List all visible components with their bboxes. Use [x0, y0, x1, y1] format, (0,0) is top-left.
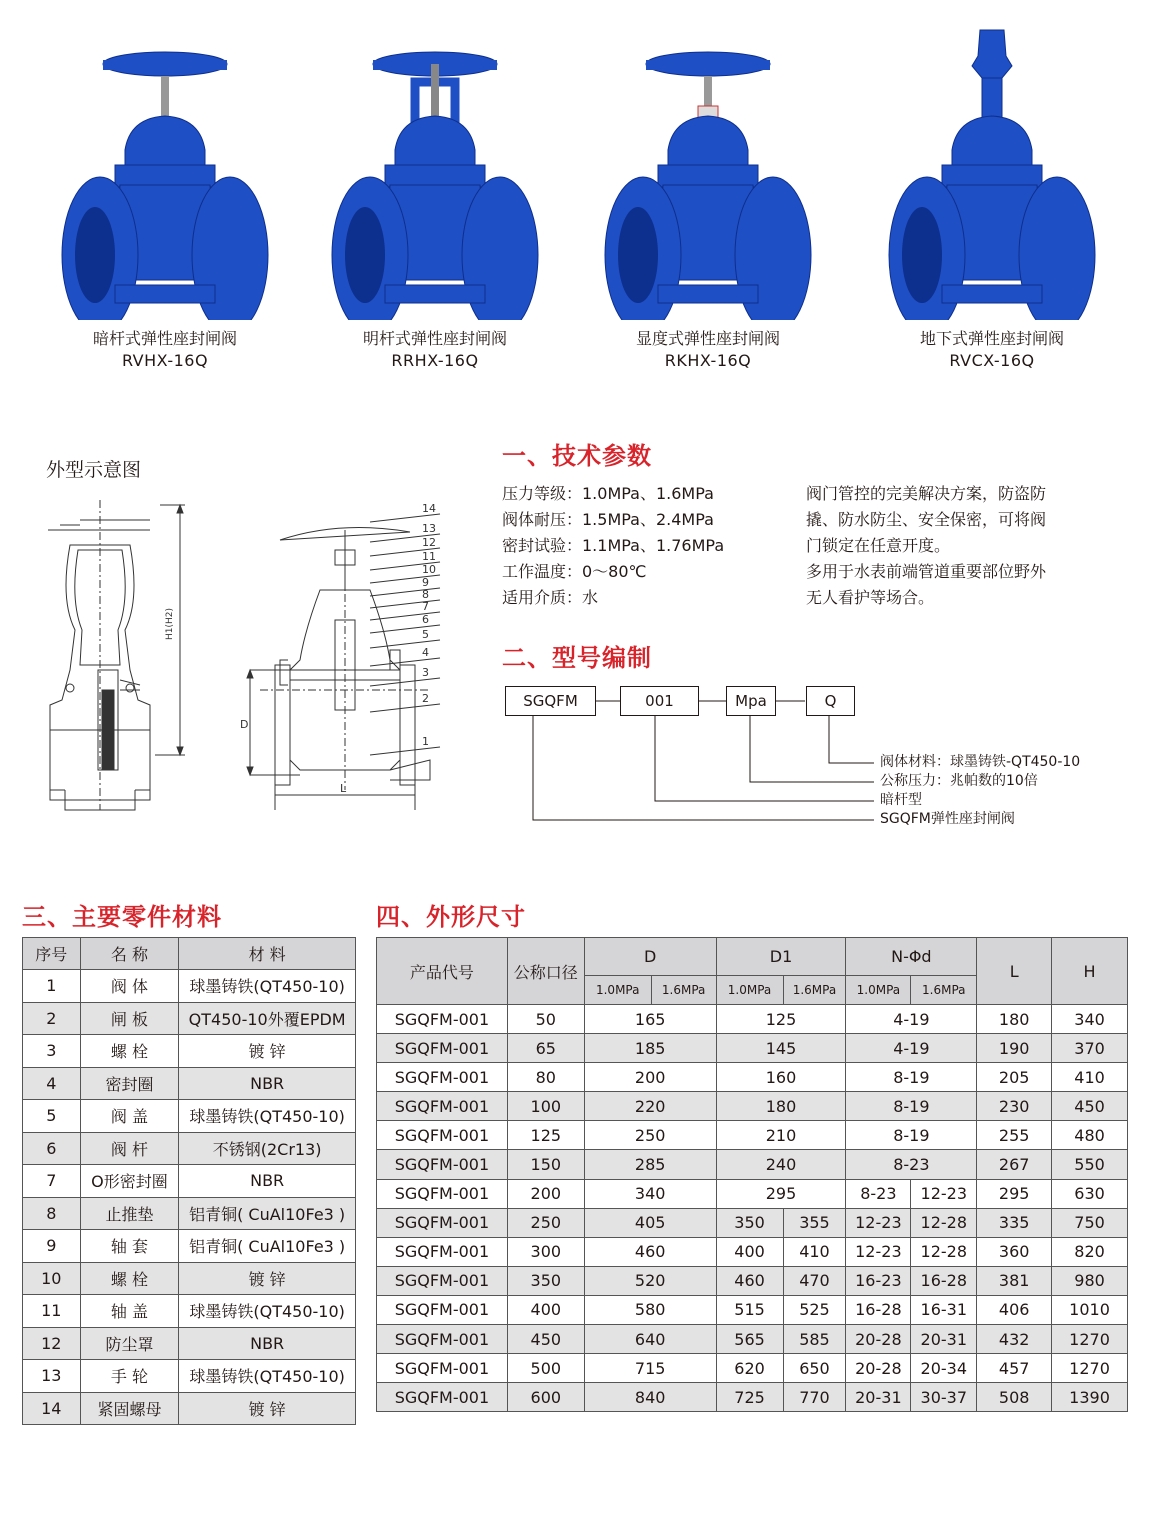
dim-d: 165	[584, 1005, 716, 1034]
dims-header-d1: D1	[716, 938, 846, 976]
part-material: QT450-10外覆EPDM	[179, 1002, 356, 1035]
leader-number: 11	[422, 550, 436, 563]
table-row	[23, 970, 356, 1003]
table-row	[377, 1208, 1128, 1237]
product-card	[55, 20, 275, 372]
dim-n: 16-28	[911, 1266, 977, 1295]
table-row	[23, 1002, 356, 1035]
part-material: 球墨铸铁(QT450-10)	[179, 1100, 356, 1133]
dim-n: 16-31	[911, 1295, 977, 1324]
dim-h: 480	[1052, 1121, 1128, 1150]
dims-table	[376, 937, 1128, 1412]
table-row	[377, 1354, 1128, 1383]
part-material: NBR	[179, 1165, 356, 1198]
dim-l: 255	[977, 1121, 1052, 1150]
dim-n: 16-23	[846, 1266, 911, 1295]
dim-code: SGQFM-001	[377, 1121, 508, 1150]
dim-n: 12-23	[846, 1237, 911, 1266]
dim-l: 335	[977, 1208, 1052, 1237]
desc-line: 门锁定在任意开度。	[806, 536, 951, 555]
leader-line	[370, 514, 440, 522]
dim-code: SGQFM-001	[377, 1354, 508, 1383]
leader-line	[370, 704, 440, 712]
part-name: 螺 栓	[80, 1262, 179, 1295]
leader-line	[370, 600, 440, 608]
parts-header-no: 序号	[23, 938, 81, 970]
dim-d: 340	[584, 1179, 716, 1208]
part-name: 阀 体	[80, 970, 179, 1003]
dim-code: SGQFM-001	[377, 1208, 508, 1237]
desc-line: 无人看护等场合。	[806, 588, 935, 607]
dims-header-p2: 1.6MPa	[651, 976, 716, 1005]
part-name: 闸 板	[80, 1002, 179, 1035]
leader-number: 3	[422, 666, 429, 679]
dims-header-n: N-Φd	[846, 938, 977, 976]
dim-n: 8-23	[846, 1150, 977, 1179]
dim-d1: 565	[716, 1325, 783, 1354]
dim-h: 1390	[1052, 1383, 1128, 1412]
part-no: 10	[23, 1262, 81, 1295]
dim-n: 12-28	[911, 1208, 977, 1237]
model-label-pressure: 公称压力：兆帕数的10倍	[880, 773, 1038, 789]
dim-d: 460	[584, 1237, 716, 1266]
leader-number: 6	[422, 613, 429, 626]
dim-d1: 210	[716, 1121, 846, 1150]
dim-dn: 65	[507, 1034, 584, 1063]
part-name: 阀 杆	[80, 1132, 179, 1165]
valve-side-view	[48, 500, 185, 810]
dims-header-dn: 公称口径	[507, 938, 584, 1005]
dim-n: 20-34	[911, 1354, 977, 1383]
dim-n: 12-28	[911, 1237, 977, 1266]
dim-dn: 600	[507, 1383, 584, 1412]
outline-title: 外型示意图	[46, 459, 142, 481]
dim-dn: 350	[507, 1266, 584, 1295]
dim-n: 16-28	[846, 1295, 911, 1324]
dim-l: 230	[977, 1092, 1052, 1121]
dim-d1: 620	[716, 1354, 783, 1383]
dim-code: SGQFM-001	[377, 1034, 508, 1063]
dim-d1: 650	[783, 1354, 846, 1383]
leader-line	[370, 588, 440, 596]
dim-d: 580	[584, 1295, 716, 1324]
dim-n: 8-19	[846, 1121, 977, 1150]
dims-header-d: D	[584, 938, 716, 976]
model-box-series: SGQFM	[505, 686, 596, 716]
parts-header-material: 材 料	[179, 938, 356, 970]
table-row	[23, 1132, 356, 1165]
dim-d1: 180	[716, 1092, 846, 1121]
table-row	[23, 1035, 356, 1068]
dim-n: 20-31	[911, 1325, 977, 1354]
table-row	[377, 1295, 1128, 1324]
leader-line	[370, 678, 440, 686]
dim-n: 20-28	[846, 1325, 911, 1354]
leader-number: 4	[422, 646, 429, 659]
table-row	[377, 1121, 1128, 1150]
dims-header-p1: 1.0MPa	[846, 976, 911, 1005]
dim-h: 1270	[1052, 1354, 1128, 1383]
tech-params	[502, 481, 724, 611]
dim-code: SGQFM-001	[377, 1092, 508, 1121]
part-name: 紧固螺母	[80, 1392, 179, 1425]
table-row	[23, 1295, 356, 1328]
part-name: 密封圈	[80, 1067, 179, 1100]
product-name: 显度式弹性座封闸阀	[635, 329, 780, 348]
dim-h: 1270	[1052, 1325, 1128, 1354]
leader-line	[370, 747, 440, 755]
dims-heading: 四、外形尺寸	[376, 903, 526, 931]
leader-number: 14	[422, 502, 436, 515]
dim-d1: 145	[716, 1034, 846, 1063]
parts-table	[22, 937, 356, 1425]
dim-code: SGQFM-001	[377, 1383, 508, 1412]
dim-dn: 100	[507, 1092, 584, 1121]
part-no: 12	[23, 1327, 81, 1360]
table-row	[377, 1034, 1128, 1063]
table-row	[23, 1392, 356, 1425]
dim-dn: 300	[507, 1237, 584, 1266]
dim-l: 267	[977, 1150, 1052, 1179]
dim-code: SGQFM-001	[377, 1266, 508, 1295]
dim-dn: 400	[507, 1295, 584, 1324]
product-model: RKHX-16Q	[664, 351, 752, 370]
parts-header-name: 名 称	[80, 938, 179, 970]
param-line: 工作温度：0～80℃	[502, 562, 647, 581]
table-row	[377, 1237, 1128, 1266]
dim-n: 12-23	[846, 1208, 911, 1237]
dim-d: 840	[584, 1383, 716, 1412]
d-label: D	[240, 718, 249, 731]
leader-number: 5	[422, 628, 429, 641]
part-name: O形密封圈	[80, 1165, 179, 1198]
part-no: 6	[23, 1132, 81, 1165]
dim-l: 432	[977, 1325, 1052, 1354]
dims-header-p1: 1.0MPa	[716, 976, 783, 1005]
product-model: RVHX-16Q	[121, 351, 209, 370]
dim-dn: 150	[507, 1150, 584, 1179]
dim-code: SGQFM-001	[377, 1179, 508, 1208]
part-no: 13	[23, 1360, 81, 1393]
part-no: 8	[23, 1197, 81, 1230]
dim-code: SGQFM-001	[377, 1237, 508, 1266]
leader-line	[370, 640, 440, 648]
dim-l: 180	[977, 1005, 1052, 1034]
dim-d1: 125	[716, 1005, 846, 1034]
dim-code: SGQFM-001	[377, 1295, 508, 1324]
dim-code: SGQFM-001	[377, 1150, 508, 1179]
valve-front-view	[240, 528, 430, 811]
dim-d1: 585	[783, 1325, 846, 1354]
valve-photo	[882, 20, 1102, 320]
dim-h: 750	[1052, 1208, 1128, 1237]
product-name: 明杆式弹性座封闸阀	[362, 329, 507, 348]
dim-l: 360	[977, 1237, 1052, 1266]
part-material: 不锈钢(2Cr13)	[179, 1132, 356, 1165]
part-name: 阀 盖	[80, 1100, 179, 1133]
dim-l: 381	[977, 1266, 1052, 1295]
valve-photo	[598, 20, 818, 320]
dim-h: 450	[1052, 1092, 1128, 1121]
dim-d: 405	[584, 1208, 716, 1237]
dim-n: 20-28	[846, 1354, 911, 1383]
dim-l: 508	[977, 1383, 1052, 1412]
dim-n: 30-37	[911, 1383, 977, 1412]
valve-photo	[55, 20, 275, 320]
table-row	[23, 1230, 356, 1263]
table-row	[23, 1327, 356, 1360]
dim-d1: 725	[716, 1383, 783, 1412]
product-model: RVCX-16Q	[949, 351, 1035, 370]
part-no: 3	[23, 1035, 81, 1068]
part-no: 14	[23, 1392, 81, 1425]
dim-h: 820	[1052, 1237, 1128, 1266]
part-material: 球墨铸铁(QT450-10)	[179, 970, 356, 1003]
table-row	[377, 1150, 1128, 1179]
dim-n: 4-19	[846, 1005, 977, 1034]
table-row	[23, 1165, 356, 1198]
dim-d1: 400	[716, 1237, 783, 1266]
dim-dn: 450	[507, 1325, 584, 1354]
dims-header-code: 产品代号	[377, 938, 508, 1005]
dims-header-l: L	[977, 938, 1052, 1005]
table-row	[23, 1067, 356, 1100]
product-model: RRHX-16Q	[391, 351, 479, 370]
model-box-code: 001	[620, 686, 699, 716]
dim-d: 185	[584, 1034, 716, 1063]
dim-h: 550	[1052, 1150, 1128, 1179]
dim-d1: 160	[716, 1063, 846, 1092]
table-row	[377, 1383, 1128, 1412]
leader-number: 10	[422, 563, 436, 576]
part-material: NBR	[179, 1067, 356, 1100]
part-no: 9	[23, 1230, 81, 1263]
dim-d: 640	[584, 1325, 716, 1354]
table-row	[377, 1266, 1128, 1295]
table-row	[23, 1360, 356, 1393]
dim-h: 370	[1052, 1034, 1128, 1063]
table-row	[23, 1262, 356, 1295]
tech-desc	[806, 481, 1046, 611]
dim-d1: 470	[783, 1266, 846, 1295]
part-material: 铝青铜( CuAl10Fe3 )	[179, 1230, 356, 1263]
h-label: H1(H2)	[165, 607, 175, 640]
dim-d: 715	[584, 1354, 716, 1383]
dim-h: 410	[1052, 1063, 1128, 1092]
dim-d: 250	[584, 1121, 716, 1150]
param-line: 阀体耐压：1.5MPa、2.4MPa	[502, 510, 714, 529]
product-card	[882, 20, 1102, 372]
table-row	[377, 1063, 1128, 1092]
dim-d: 285	[584, 1150, 716, 1179]
dim-l: 295	[977, 1179, 1052, 1208]
dim-dn: 125	[507, 1121, 584, 1150]
dim-d: 200	[584, 1063, 716, 1092]
model-label-stem: 暗杆型	[880, 792, 922, 808]
model-label-series: SGQFM弹性座封闸阀	[880, 811, 1015, 827]
part-no: 5	[23, 1100, 81, 1133]
dim-h: 630	[1052, 1179, 1128, 1208]
dim-d1: 240	[716, 1150, 846, 1179]
dim-dn: 200	[507, 1179, 584, 1208]
dim-n: 12-23	[911, 1179, 977, 1208]
dim-d1: 770	[783, 1383, 846, 1412]
product-name: 地下式弹性座封闸阀	[919, 329, 1064, 348]
dim-d1: 350	[716, 1208, 783, 1237]
dim-h: 1010	[1052, 1295, 1128, 1324]
leader-number: 2	[422, 692, 429, 705]
product-card	[598, 20, 818, 372]
table-row	[377, 1005, 1128, 1034]
part-no: 2	[23, 1002, 81, 1035]
dim-n: 20-31	[846, 1383, 911, 1412]
part-name: 止推垫	[80, 1197, 179, 1230]
part-material: 镀 锌	[179, 1392, 356, 1425]
part-material: NBR	[179, 1327, 356, 1360]
dim-l: 190	[977, 1034, 1052, 1063]
tech-heading: 一、技术参数	[502, 442, 652, 470]
desc-line: 撬、防水防尘、安全保密，可将阀	[806, 510, 1047, 529]
part-material: 镀 锌	[179, 1035, 356, 1068]
dim-d1: 295	[716, 1179, 846, 1208]
outline-drawing	[40, 490, 460, 830]
dim-d1: 410	[783, 1237, 846, 1266]
leader-number: 9	[422, 576, 429, 589]
model-label-material: 阀体材料：球墨铸铁-QT450-10	[880, 754, 1081, 770]
part-no: 4	[23, 1067, 81, 1100]
part-name: 螺 栓	[80, 1035, 179, 1068]
param-line: 压力等级：1.0MPa、1.6MPa	[502, 484, 714, 503]
parts-heading: 三、主要零件材料	[22, 903, 222, 931]
dim-d1: 515	[716, 1295, 783, 1324]
dim-l: 457	[977, 1354, 1052, 1383]
dim-code: SGQFM-001	[377, 1325, 508, 1354]
dim-d: 220	[584, 1092, 716, 1121]
part-name: 轴 套	[80, 1230, 179, 1263]
model-box-material: Q	[806, 686, 855, 716]
dim-d1: 525	[783, 1295, 846, 1324]
leader-number: 7	[422, 600, 429, 613]
dim-l: 406	[977, 1295, 1052, 1324]
part-material: 铝青铜( CuAl10Fe3 )	[179, 1197, 356, 1230]
dims-header-p2: 1.6MPa	[911, 976, 977, 1005]
part-no: 11	[23, 1295, 81, 1328]
dim-dn: 80	[507, 1063, 584, 1092]
model-heading: 二、型号编制	[502, 644, 652, 672]
leader-line	[370, 575, 440, 583]
part-no: 7	[23, 1165, 81, 1198]
dim-code: SGQFM-001	[377, 1063, 508, 1092]
part-name: 手 轮	[80, 1360, 179, 1393]
leader-number: 12	[422, 536, 436, 549]
product-name: 暗杆式弹性座封闸阀	[92, 329, 237, 348]
leader-number: 1	[422, 735, 429, 748]
dim-dn: 50	[507, 1005, 584, 1034]
part-name: 防尘罩	[80, 1327, 179, 1360]
dim-dn: 500	[507, 1354, 584, 1383]
param-line: 密封试验：1.1MPa、1.76MPa	[502, 536, 725, 555]
leader-line	[370, 612, 440, 620]
desc-line: 多用于水表前端管道重要部位野外	[806, 562, 1047, 581]
table-row	[377, 1092, 1128, 1121]
dim-h: 980	[1052, 1266, 1128, 1295]
valve-photo	[325, 20, 545, 320]
product-card	[325, 20, 545, 372]
dim-n: 4-19	[846, 1034, 977, 1063]
table-row	[377, 1179, 1128, 1208]
desc-line: 阀门管控的完美解决方案，防盗防	[806, 484, 1047, 503]
dim-code: SGQFM-001	[377, 1005, 508, 1034]
dims-header-p2: 1.6MPa	[783, 976, 846, 1005]
table-row	[23, 1100, 356, 1133]
dim-n: 8-19	[846, 1092, 977, 1121]
dim-dn: 250	[507, 1208, 584, 1237]
dim-d1: 355	[783, 1208, 846, 1237]
dim-n: 8-19	[846, 1063, 977, 1092]
part-material: 球墨铸铁(QT450-10)	[179, 1295, 356, 1328]
dim-n: 8-23	[846, 1179, 911, 1208]
leader-number: 8	[422, 588, 429, 601]
model-box-pressure: Mpa	[726, 686, 776, 716]
leader-number: 13	[422, 522, 436, 535]
part-material: 球墨铸铁(QT450-10)	[179, 1360, 356, 1393]
part-no: 1	[23, 970, 81, 1003]
param-line: 适用介质：水	[502, 588, 599, 607]
dim-d: 520	[584, 1266, 716, 1295]
dim-l: 205	[977, 1063, 1052, 1092]
part-name: 轴 盖	[80, 1295, 179, 1328]
table-row	[23, 1197, 356, 1230]
leader-line	[370, 625, 440, 633]
dims-header-p1: 1.0MPa	[584, 976, 651, 1005]
l-label: L	[340, 782, 347, 795]
part-material: 镀 锌	[179, 1262, 356, 1295]
table-row	[377, 1325, 1128, 1354]
dims-header-h: H	[1052, 938, 1128, 1005]
dim-d1: 460	[716, 1266, 783, 1295]
dim-h: 340	[1052, 1005, 1128, 1034]
